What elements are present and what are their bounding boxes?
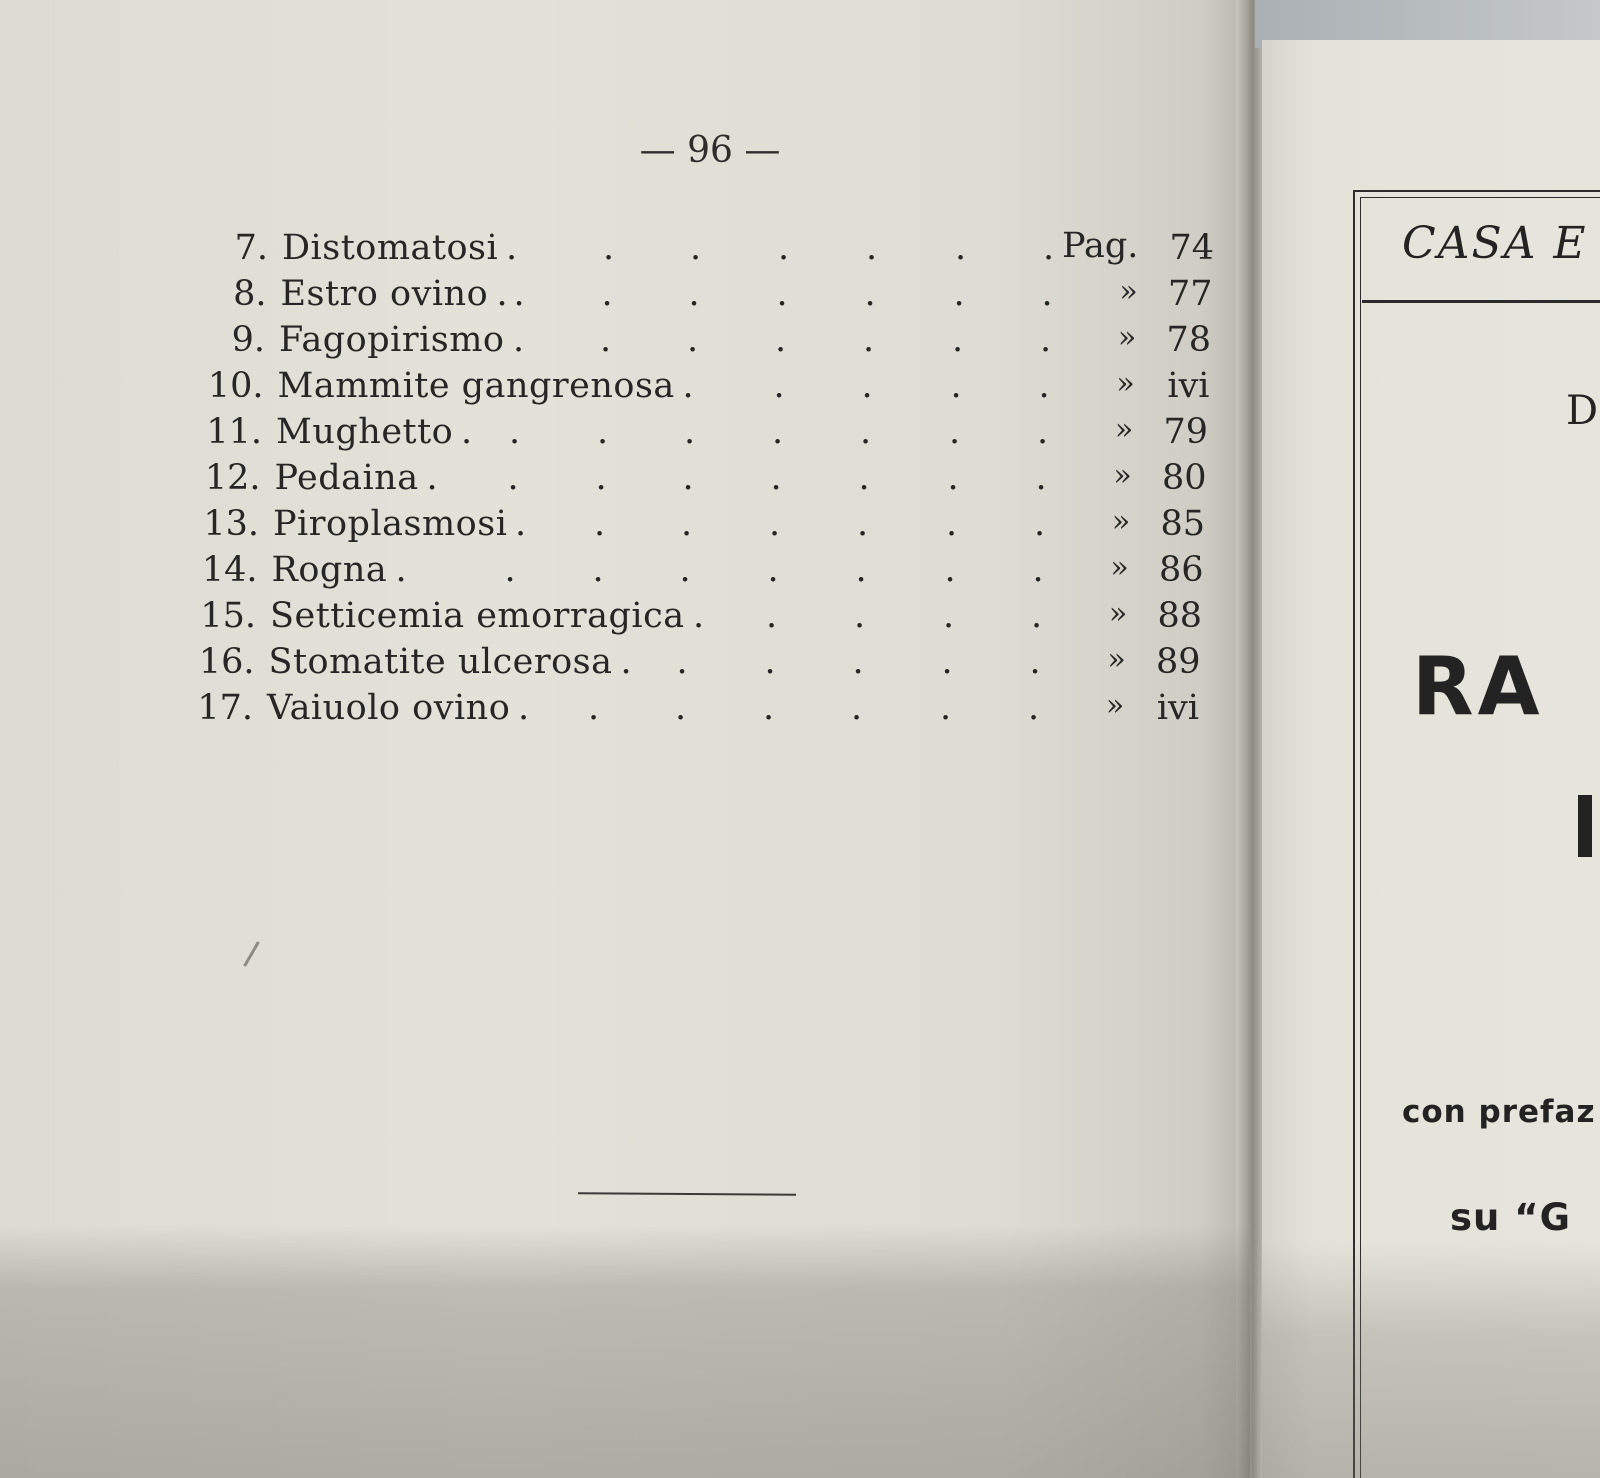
leader-dot: .: [861, 366, 873, 406]
letter-stroke: [1578, 795, 1592, 857]
leader-dot: .: [941, 642, 953, 682]
leader-dot: .: [854, 596, 866, 636]
leader-dot: .: [682, 458, 694, 498]
leader-dot: .: [776, 274, 788, 314]
toc-entry-number: 16.: [198, 642, 255, 682]
toc-entry-number: 10.: [207, 366, 264, 406]
leader-dot: .: [693, 596, 705, 636]
leader-dot: .: [1037, 412, 1049, 452]
frame-rule: [1362, 300, 1600, 303]
leader-dot: .: [946, 504, 958, 544]
leader-dot: .: [953, 274, 965, 314]
toc-entry-number: 14.: [201, 550, 258, 590]
leader-dot: .: [513, 274, 525, 314]
ditto-mark: »: [1113, 458, 1132, 493]
leader-dot: .: [687, 320, 699, 360]
toc-entry: [0, 458, 1223, 504]
toc-entry-page: 85: [1160, 504, 1205, 544]
leader-dot: .: [955, 228, 967, 268]
leader-dot: .: [767, 550, 779, 590]
ditto-mark: »: [1116, 366, 1135, 401]
toc-entry: [0, 550, 1220, 596]
leader-dot: .: [507, 458, 519, 498]
toc-entry-title: Rogna: [271, 550, 388, 590]
toc-entry-page: 89: [1155, 642, 1201, 682]
leader-dot: .: [1034, 504, 1046, 544]
page-number: — 96 —: [639, 130, 781, 171]
leader-dot: .: [518, 688, 530, 728]
leader-dot: .: [944, 550, 956, 590]
leader-dot: .: [772, 412, 784, 452]
toc-entry: [0, 320, 1227, 366]
toc-entry: [0, 688, 1215, 734]
ditto-mark: »: [1105, 688, 1125, 723]
publisher-fragment: CASA E: [1402, 218, 1588, 269]
leader-dot: .: [943, 596, 955, 636]
toc-entry: [0, 274, 1229, 320]
leader-dot: .: [858, 458, 870, 498]
toc-entry-page: 77: [1167, 274, 1213, 314]
leader-dot: .: [688, 274, 700, 314]
leader-dot: .: [947, 458, 959, 498]
leader-dot: .: [773, 366, 785, 406]
ditto-mark: »: [1114, 412, 1134, 447]
leader-dot: .: [949, 412, 961, 452]
leader-dot: .: [504, 550, 516, 590]
ditto-mark: »: [1111, 504, 1131, 539]
ditto-mark: »: [1107, 642, 1126, 677]
toc-entry-page: 86: [1158, 550, 1204, 590]
leader-dot: .: [506, 228, 518, 268]
leader-dot: .: [950, 366, 962, 406]
leader-dot: .: [1029, 642, 1041, 682]
leader-dot: .: [851, 688, 863, 728]
leader-dot: .: [675, 688, 687, 728]
toc-entry-number: 13.: [203, 504, 259, 544]
toc-entry-page: 79: [1163, 412, 1208, 452]
shadow: [1262, 1240, 1600, 1478]
leader-dot: .: [603, 228, 615, 268]
leader-dot: .: [594, 504, 606, 544]
leader-dot: .: [764, 642, 776, 682]
leader-dot: .: [679, 550, 691, 590]
leader-dot: .: [684, 412, 696, 452]
letter-fragment: D: [1566, 388, 1599, 434]
toc-entry-title: Pedaina: [274, 458, 419, 498]
leader-dot: .: [588, 688, 600, 728]
leader-dot: .: [863, 320, 875, 360]
toc-entry-title: Fagopirismo: [279, 320, 505, 360]
toc-entry-number: 12.: [204, 458, 261, 498]
toc-entry: [0, 596, 1218, 642]
shadow: [0, 1225, 1250, 1478]
leader-dot: .: [509, 412, 521, 452]
su-fragment: su “G: [1450, 1196, 1571, 1239]
leader-dot: .: [855, 550, 867, 590]
toc-entry-number: 9.: [231, 320, 265, 360]
leader-dot: .: [513, 320, 525, 360]
leader-dot: .: [426, 458, 438, 498]
leader-dot: .: [1028, 688, 1040, 728]
leader-dot: .: [496, 274, 508, 314]
leader-dot: .: [1035, 458, 1047, 498]
toc-entry: [0, 366, 1226, 412]
ditto-mark: »: [1119, 274, 1138, 309]
leader-dot: .: [1038, 366, 1050, 406]
leader-dot: .: [595, 458, 607, 498]
toc-entry: [0, 642, 1217, 688]
toc-entry-page: 88: [1157, 596, 1202, 636]
toc-entry-page: ivi: [1156, 688, 1199, 728]
toc-entry-title: Stomatite ulcerosa: [268, 642, 613, 682]
leader-dot: .: [770, 458, 782, 498]
leader-dot: .: [866, 228, 878, 268]
leader-dot: .: [395, 550, 407, 590]
leader-dot: .: [1041, 274, 1053, 314]
toc-entry-title: Mughetto: [276, 412, 454, 452]
leader-dot: .: [676, 642, 688, 682]
toc-entry-number: 11.: [206, 412, 262, 452]
leader-dot: .: [864, 274, 876, 314]
toc-entry-title: Setticemia emorragica: [270, 596, 685, 636]
toc-entry-title: Piroplasmosi: [273, 504, 508, 544]
toc-entry-title: Vaiuolo ovino: [267, 688, 511, 728]
prefazione-fragment: con prefaz: [1402, 1094, 1596, 1130]
toc-entry: [0, 228, 1230, 274]
leader-dot: .: [601, 274, 613, 314]
leader-dot: .: [690, 228, 702, 268]
leader-dot: .: [1031, 596, 1043, 636]
toc-entry-number: 17.: [197, 688, 253, 728]
leader-dot: .: [515, 504, 527, 544]
title-fragment: RA: [1412, 640, 1544, 733]
leader-dot: .: [1032, 550, 1044, 590]
ditto-mark: »: [1108, 596, 1128, 631]
toc-entry-page: 80: [1161, 458, 1207, 498]
toc-entry-number: 8.: [233, 274, 267, 314]
leader-dot: .: [682, 366, 694, 406]
leader-dot: .: [763, 688, 775, 728]
toc-entry-number: 7.: [234, 228, 268, 268]
leader-dot: .: [940, 688, 952, 728]
leader-dot: .: [769, 504, 781, 544]
leader-dot: .: [681, 504, 693, 544]
leader-dot: .: [860, 412, 872, 452]
leader-dot: .: [1040, 320, 1052, 360]
toc-entry-title: Estro ovino: [280, 274, 489, 314]
ditto-mark: »: [1110, 550, 1129, 585]
toc-entry-page: ivi: [1167, 366, 1210, 406]
leader-dot: .: [778, 228, 790, 268]
leader-dot: .: [461, 412, 473, 452]
leader-dot: .: [852, 642, 864, 682]
leader-dot: .: [592, 550, 604, 590]
toc-entry-title: Mammite gangrenosa: [277, 366, 675, 406]
leader-dot: .: [952, 320, 964, 360]
toc-entry: [0, 504, 1221, 550]
leader-dot: .: [775, 320, 787, 360]
leader-dot: .: [620, 642, 632, 682]
toc-entry: [0, 412, 1224, 458]
toc-entry-title: Distomatosi: [282, 228, 499, 268]
toc-entry-page: 74: [1169, 228, 1214, 268]
toc-entry-number: 15.: [200, 596, 256, 636]
leader-dot: .: [766, 596, 778, 636]
ditto-mark: »: [1117, 320, 1137, 355]
leader-dot: .: [857, 504, 869, 544]
leader-dot: .: [600, 320, 612, 360]
leader-dot: .: [597, 412, 609, 452]
leader-dot: .: [1043, 228, 1055, 268]
page-label: Pag.: [1062, 226, 1139, 266]
toc-entry-page: 78: [1166, 320, 1211, 360]
